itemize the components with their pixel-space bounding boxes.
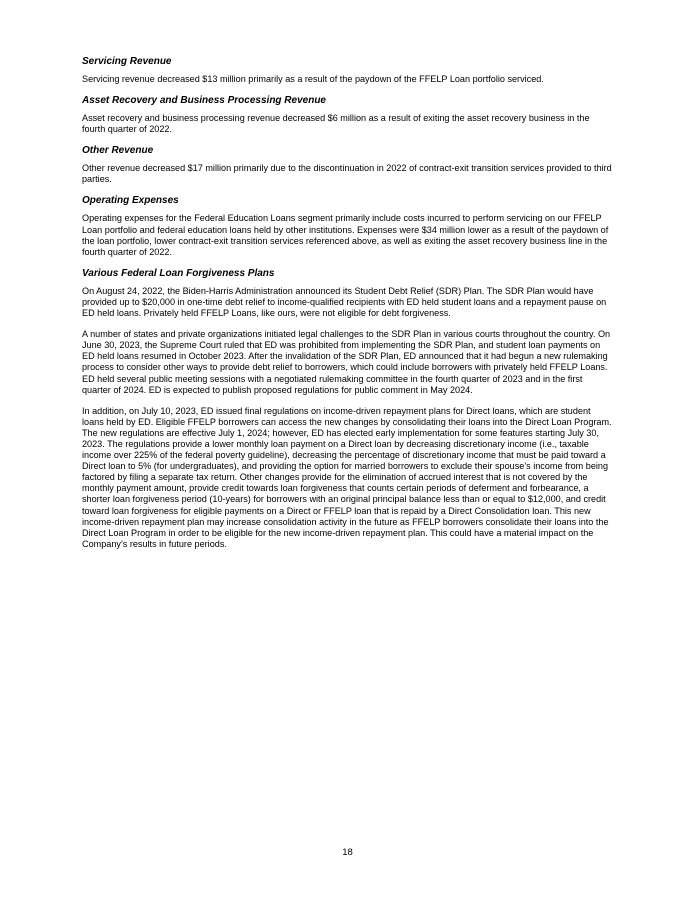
paragraph: A number of states and private organizations initiated legal challenges to the SDR Plan in various courts throughout the country. On June 30, 2023, the Supreme Court ruled that ED was prohibited from implementing the SDR Plan, and student loan payments on ED held loans resumed in October 2023. After the invalidation of the SDR Plan, ED announced that it had begun a new rulemaking process to consider other ways to provide debt relief to borrowers, which could include borrowers with privately held FFELP Loans. ED held several public meeting sessions with a negotiated rulemaking committee in the fourth quarter of 2023 and in the first quarter of 2024. ED is expected to publish proposed regulations for public comment in May 2024. <box>82 329 611 395</box>
paragraph: Servicing revenue decreased $13 million primarily as a result of the paydown of the FFELP Loan portfolio serviced. <box>82 74 544 84</box>
section-loan-forgiveness-plans <box>82 268 612 550</box>
paragraph: On August 24, 2022, the Biden-Harris Administration announced its Student Debt Relief (SDR) Plan. The SDR Plan would have provided up to $20,000 in one-time debt relief to income-qualified recipients with ED held student loans and a repayment pause on ED held loans. Privately held FFELP Loans, like ours, were not eligible for debt forgiveness. <box>82 285 607 319</box>
paragraph: In addition, on July 10, 2023, ED issued final regulations on income-driven repayment plans for Direct loans, which are student loans held by ED. Eligible FFELP borrowers can access the new changes by consolidating their loans into the Direct Loan Program. The new regulations are effective July 1, 2024; however, ED has elected early implementation for some features starting July 30, 2023. The regulations provide a lower monthly loan payment on a Direct loan by decreasing discretionary income (i.e., taxable income over 225% of the federal poverty guideline), decreasing the percentage of discretionary income that must be paid toward a Direct loan to 5% (for undergraduates), and providing the option for married borrowers to exclude their spouse’s income from being factored by filing a separate tax return. Other changes provide for the elimination of accrued interest that is not covered by the monthly payment amount, provide credit towards loan forgiveness that counts certain periods of deferment and forbearance, a shorter loan forgiveness period (10-years) for borrowers with an original principal balance less than or equal to $12,000, and credit toward loan forgiveness for eligible payments on a Direct or FFELP loan that is repaid by a Direct Consolidation loan. This new income-driven repayment plan may increase consolidation activity in the future as FFELP borrowers consolidate their loans into the Direct Loan Program in order to be eligible for the new income-driven repayment plan. This could have a material impact on the Company’s results in future periods. <box>82 405 612 549</box>
paragraph: Asset recovery and business processing revenue decreased $6 million as a result of exiting the asset recovery business in the fourth quarter of 2022. <box>82 113 590 135</box>
document-body <box>82 56 612 560</box>
paragraph: Operating expenses for the Federal Education Loans segment primarily include costs incurred to perform servicing on our FFELP Loan portfolio and federal education loans held by other institutions. Expenses were $34 million lower as a result of the paydown of the loan portfolio, lower contract-exit transition services referenced above, as well as exiting the asset recovery business line in the fourth quarter of 2022. <box>82 213 609 257</box>
section-other-revenue <box>82 145 612 185</box>
section-heading: Operating Expenses <box>82 195 179 207</box>
section-asset-recovery-revenue <box>82 95 612 135</box>
paragraph: Other revenue decreased $17 million primarily due to the discontinuation in 2022 of contract-exit transition services provided to third parties. <box>82 163 612 185</box>
section-operating-expenses <box>82 195 612 257</box>
section-servicing-revenue <box>82 56 612 85</box>
section-heading: Other Revenue <box>82 145 154 157</box>
section-heading: Asset Recovery and Business Processing Revenue <box>82 95 326 107</box>
page-number: 18 <box>342 847 353 858</box>
section-heading: Various Federal Loan Forgiveness Plans <box>82 267 275 279</box>
section-heading: Servicing Revenue <box>82 56 172 67</box>
